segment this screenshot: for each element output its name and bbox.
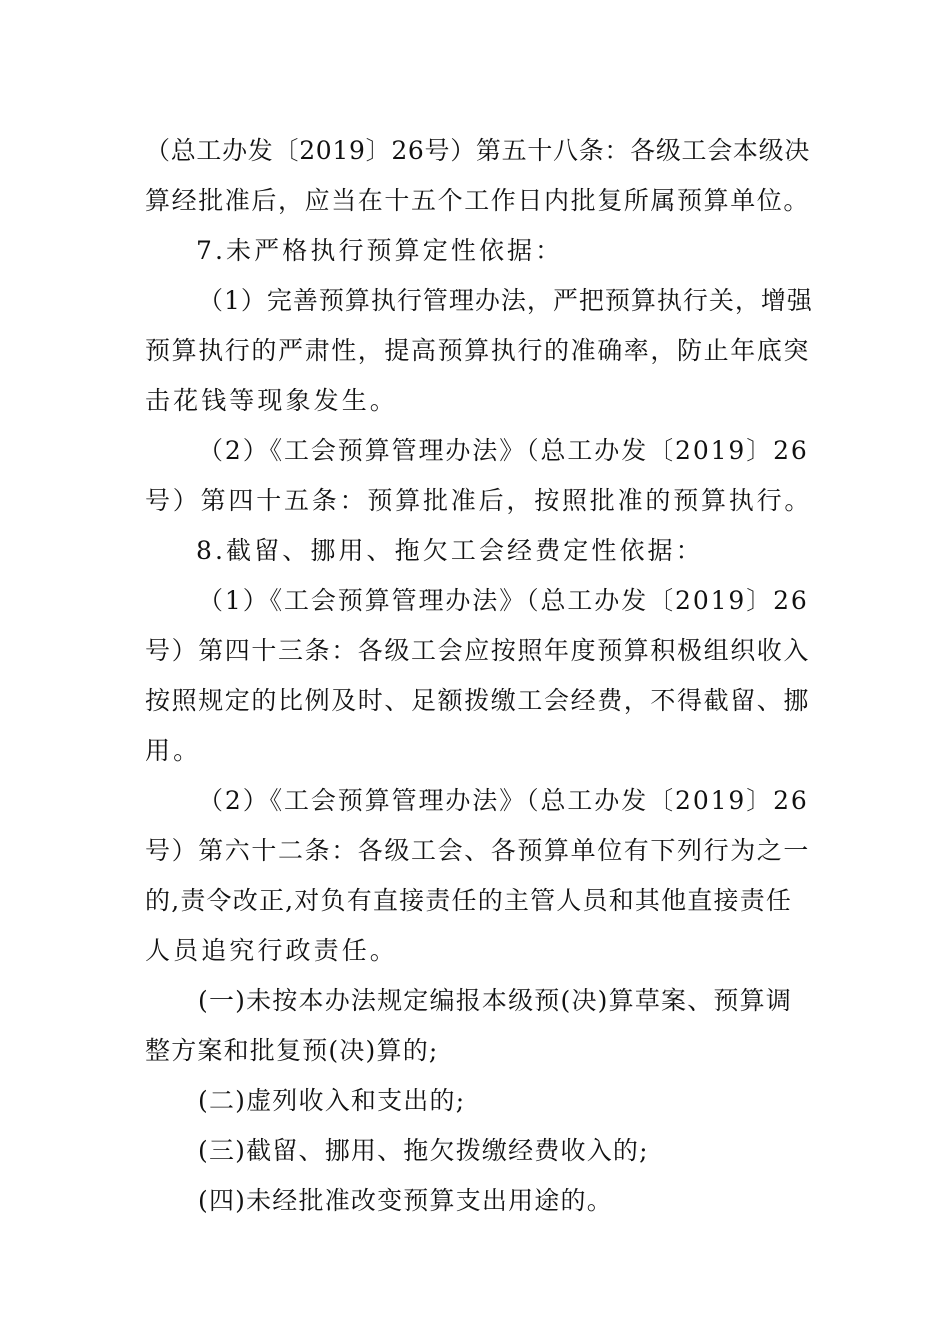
list-item: (二)虚列收入和支出的; xyxy=(198,1086,466,1115)
text-line: 整方案和批复预(决)算的; xyxy=(145,1036,439,1065)
text-line: 人员追究行政责任。 xyxy=(145,936,398,965)
text-line: 号）第四十五条：预算批准后，按照批准的预算执行。 xyxy=(145,486,813,515)
text-line: 的,责令改正,对负有直接责任的主管人员和其他直接责任 xyxy=(145,886,793,915)
text-line: 号）第六十二条：各级工会、各预算单位有下列行为之一 xyxy=(145,836,811,865)
text-line: 算经批准后，应当在十五个工作日内批复所属预算单位。 xyxy=(145,186,811,215)
text-line: 用。 xyxy=(145,736,202,765)
text-line: （2）《工会预算管理办法》（总工办发〔2019〕26 xyxy=(198,436,809,465)
text-line: 号）第四十三条：各级工会应按照年度预算积极组织收入 xyxy=(145,636,811,665)
text-line: 预算执行的严肃性，提高预算执行的准确率，防止年底突 xyxy=(145,336,811,365)
list-item: (三)截留、挪用、拖欠拨缴经费收入的; xyxy=(198,1136,649,1165)
text-line: （总工办发〔2019〕26号）第五十八条：各级工会本级决 xyxy=(145,136,811,165)
section-heading: 7.未严格执行预算定性依据： xyxy=(196,236,564,265)
text-line: （1）《工会预算管理办法》（总工办发〔2019〕26 xyxy=(198,586,809,615)
list-item: (一)未按本办法规定编报本级预(决)算草案、预算调 xyxy=(198,986,793,1015)
text-line: （2）《工会预算管理办法》（总工办发〔2019〕26 xyxy=(198,786,809,815)
text-line: 按照规定的比例及时、足额拨缴工会经费，不得截留、挪 xyxy=(145,686,811,715)
list-item: (四)未经批准改变预算支出用途的。 xyxy=(198,1186,613,1215)
text-line: （1）完善预算执行管理办法，严把预算执行关，增强 xyxy=(198,286,813,315)
text-line: 击花钱等现象发生。 xyxy=(145,386,398,415)
section-heading: 8.截留、挪用、拖欠工会经费定性依据： xyxy=(196,536,704,565)
